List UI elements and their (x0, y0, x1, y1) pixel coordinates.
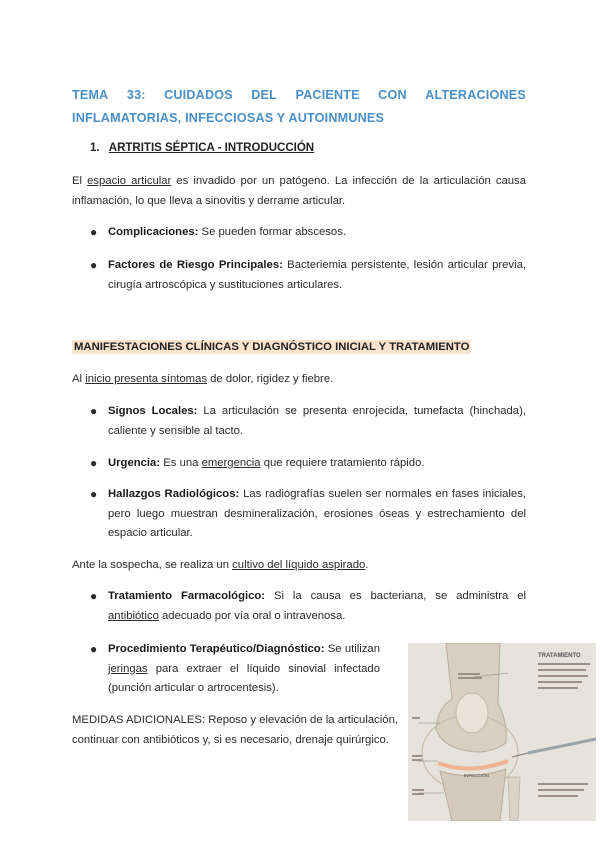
list-item (90, 485, 526, 544)
knee-infection-illustration (408, 643, 596, 821)
paragraph (72, 556, 526, 576)
text: es invadido por un patógeno. La infección de la articulación causa inflamación, lo que lleva a sinovitis y derrame articular. (72, 175, 526, 207)
bullet-dot: ● (90, 225, 98, 239)
bullet-dot: ● (90, 404, 98, 418)
item-label: Tratamiento Farmacológico: (108, 590, 266, 602)
text: de dolor, rigidez y fiebre. (207, 373, 334, 385)
paragraph (72, 370, 526, 390)
title-line-1 (72, 84, 526, 107)
list-item (90, 223, 526, 243)
list-item (90, 454, 526, 474)
title-word: ALTERACIONES (425, 88, 526, 102)
item-label: Complicaciones: (108, 226, 199, 238)
document-title (72, 84, 526, 130)
link-cultivo[interactable]: cultivo del líquido aspirado (232, 559, 366, 571)
link-inicio-sintomas[interactable]: inicio presenta síntomas (85, 373, 208, 385)
item-text: La articulación se presenta enrojecida, tumefacta (hinchada), caliente y sensible al tacto. (108, 405, 526, 437)
figure-heading: TRATAMIENTO (538, 653, 581, 659)
text: El (72, 175, 88, 187)
title-word: PACIENTE (295, 88, 360, 102)
item-text: Las radiografías suelen ser normales en fases iniciales, pero luego muestran desmineralización, erosiones óseas y estrechamiento del espacio articular. (108, 488, 526, 540)
section-heading-1 (90, 142, 314, 154)
title-word: TEMA (72, 88, 109, 102)
item-label: Factores de Riesgo Principales: (108, 259, 283, 271)
text: Ante la sospecha, se realiza un (72, 559, 233, 571)
bullet-dot: ● (90, 456, 98, 470)
knee-drawing (408, 643, 596, 821)
link-emergencia[interactable]: emergencia (201, 457, 261, 469)
item-label: Hallazgos Radiológicos: (108, 488, 240, 500)
paragraph-medidas: MEDIDAS ADICIONALES: Reposo y elevación de la articulación, continuar con antibióticos y, si es necesario, drenaje quirúrgico. (72, 714, 398, 746)
item-text: Bacteriemia persistente, lesión articular previa, cirugía artroscópica y sustituciones articulares. (108, 259, 526, 291)
link-antibiotico[interactable]: antibiótico (108, 609, 159, 622)
list-item (90, 640, 380, 699)
item-text: para extraer el líquido sinovial infectado (punción articular o artrocentesis). (108, 662, 380, 695)
item-text: que requiere tratamiento rápido. (260, 457, 425, 469)
item-text: Se utilizan (324, 643, 380, 655)
item-label: Procedimiento Terapéutico/Diagnóstico: (108, 643, 325, 655)
bullet-dot: ● (90, 258, 98, 272)
list-item (90, 587, 526, 626)
title-word: CON (378, 88, 407, 102)
intro-paragraph (72, 172, 526, 211)
title-line-2: INFLAMATORIAS, INFECCIOSAS Y AUTOINMUNES (72, 111, 385, 125)
item-text: Es una (160, 457, 202, 469)
item-text: Se pueden formar abscesos. (198, 226, 346, 238)
section-label: ARTRITIS SÉPTICA - INTRODUCCIÓN (108, 142, 315, 154)
title-word: DEL (251, 88, 278, 102)
title-word: 33: (126, 88, 146, 102)
text: . (365, 559, 369, 571)
section-number: 1. (90, 142, 100, 154)
section-heading-2: MANIFESTACIONES CLÍNICAS Y DIAGNÓSTICO INICIAL Y TRATAMIENTO (74, 341, 470, 353)
bullet-dot: ● (90, 589, 98, 603)
list-item (90, 402, 526, 441)
text: Al (72, 373, 86, 385)
item-label: Urgencia: (108, 457, 161, 469)
bullet-dot: ● (90, 642, 98, 656)
item-label: Signos Locales: (108, 405, 198, 417)
figure-label-infection: INFECCIÓN (464, 773, 489, 778)
list-item (90, 256, 526, 295)
link-jeringas[interactable]: jeringas (108, 662, 148, 675)
title-word: CUIDADOS (164, 88, 233, 102)
item-text: adecuado por vía oral o intravenosa. (158, 609, 346, 622)
item-text: Si la causa es bacteriana, se administra el (265, 590, 526, 602)
bullet-dot: ● (90, 487, 98, 501)
link-espacio-articular[interactable]: espacio articular (87, 175, 172, 187)
